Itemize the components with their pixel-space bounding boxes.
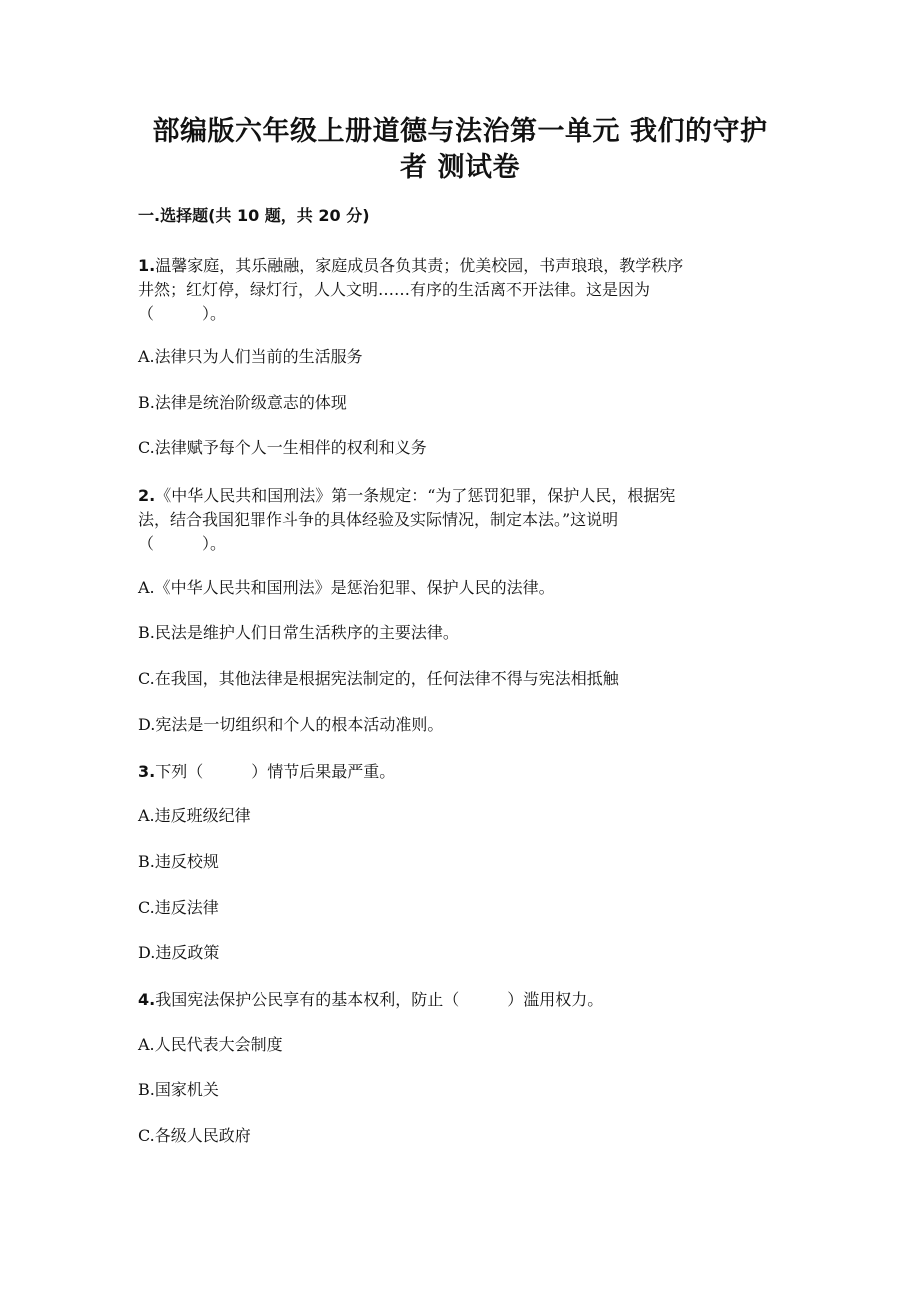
- question-line: （ ）。: [138, 534, 227, 553]
- question-line: 1.温馨家庭，其乐融融，家庭成员各负其责；优美校园，书声琅琅，教学秩序: [138, 256, 684, 275]
- title-line-1: 部编版六年级上册道德与法治第一单元 我们的守护: [152, 116, 768, 147]
- option-3a: A.违反班级纪律: [138, 806, 251, 825]
- page-title: [130, 114, 790, 186]
- option-4a: A.人民代表大会制度: [138, 1035, 283, 1054]
- question-number: 4.: [138, 990, 156, 1009]
- question-line: 法，结合我国犯罪作斗争的具体经验及实际情况，制定本法。”这说明: [138, 510, 619, 529]
- question-line: 4.我国宪法保护公民享有的基本权利，防止（ ）滥用权力。: [138, 990, 604, 1009]
- question-1-stem: [138, 254, 786, 326]
- question-line: （ ）。: [138, 304, 227, 323]
- question-2-stem: [138, 484, 786, 556]
- option-1b: B.法律是统治阶级意志的体现: [138, 393, 347, 412]
- option-2b: B.民法是维护人们日常生活秩序的主要法律。: [138, 623, 459, 642]
- option-4c: C.各级人民政府: [138, 1126, 251, 1145]
- option-2c: C.在我国，其他法律是根据宪法制定的，任何法律不得与宪法相抵触: [138, 669, 619, 688]
- question-3-stem: [138, 760, 786, 784]
- section-heading: 一.选择题(共 10 题，共 20 分): [138, 206, 370, 225]
- question-line: 3.下列（ ）情节后果最严重。: [138, 762, 396, 781]
- question-number: 2.: [138, 486, 156, 505]
- option-3b: B.违反校规: [138, 852, 219, 871]
- question-number: 1.: [138, 256, 156, 275]
- question-line: 井然；红灯停，绿灯行，人人文明……有序的生活离不开法律。这是因为: [138, 280, 651, 299]
- option-2d: D.宪法是一切组织和个人的根本活动准则。: [138, 715, 444, 734]
- question-line: 2.《中华人民共和国刑法》第一条规定：“为了惩罚犯罪，保护人民，根据宪: [138, 486, 676, 505]
- question-4-stem: [138, 988, 786, 1012]
- option-3c: C.违反法律: [138, 898, 219, 917]
- option-1c: C.法律赋予每个人一生相伴的权利和义务: [138, 438, 427, 457]
- option-4b: B.国家机关: [138, 1080, 219, 1099]
- title-line-2: 者 测试卷: [400, 152, 520, 183]
- question-number: 3.: [138, 762, 156, 781]
- option-1a: A.法律只为人们当前的生活服务: [138, 347, 363, 366]
- option-3d: D.违反政策: [138, 943, 220, 962]
- option-2a: A.《中华人民共和国刑法》是惩治犯罪、保护人民的法律。: [138, 578, 555, 597]
